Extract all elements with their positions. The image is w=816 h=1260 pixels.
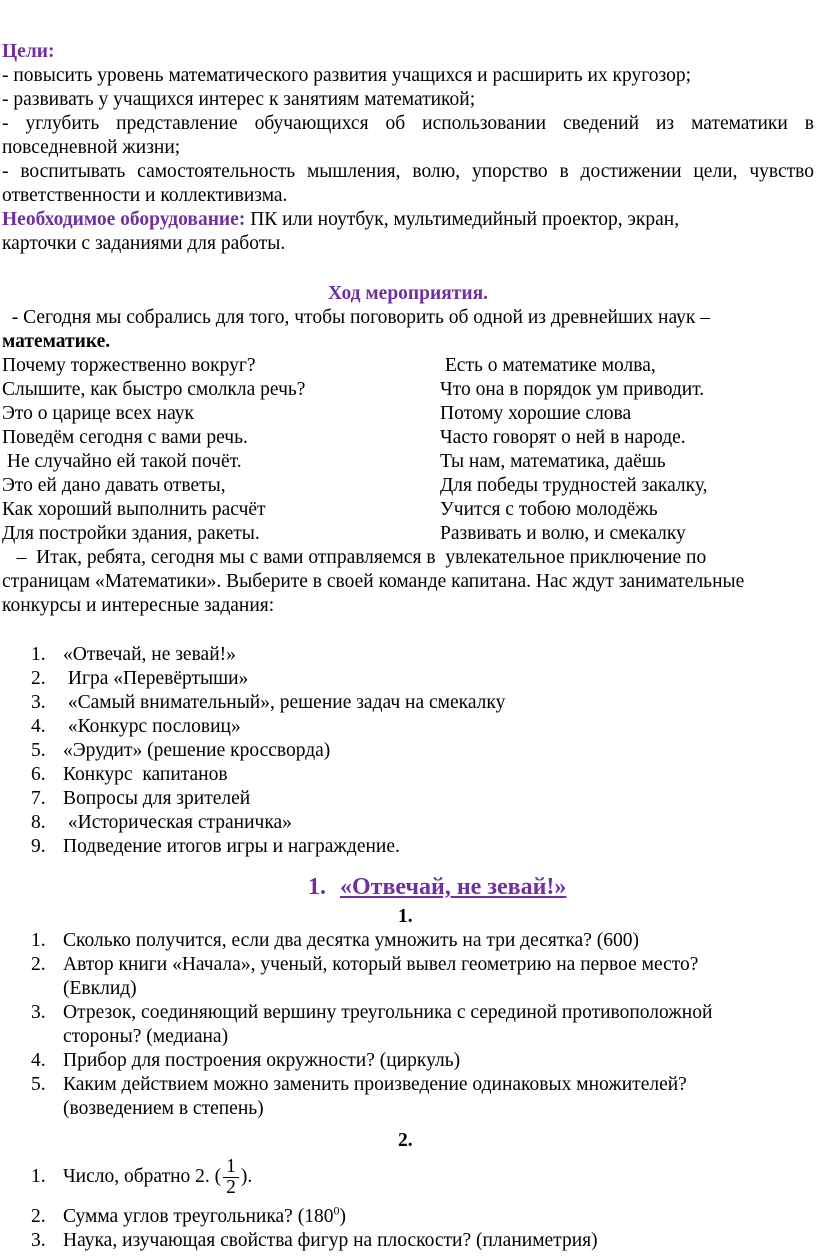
poem-left: Для постройки здания, ракеты. — [2, 523, 260, 544]
item-number: 3. — [31, 1002, 46, 1023]
poem-line — [0, 522, 816, 546]
item-text: стороны? (медиана) — [63, 1026, 229, 1047]
contest-list — [0, 643, 816, 859]
list-item — [0, 1001, 816, 1049]
item-text: «Историческая страничка» — [63, 812, 292, 833]
goal-line: - углубить представление обучающихся об использовании сведений из математики в — [2, 113, 814, 134]
item-number: 1. — [31, 644, 46, 665]
item-text: Сумма углов треугольника? (180 — [63, 1206, 334, 1227]
document-page — [0, 40, 816, 1253]
list-item — [0, 787, 816, 811]
superscript: 0 — [333, 1203, 340, 1218]
item-text: «Эрудит» (решение кроссворда) — [63, 740, 331, 761]
poem-left: Это о царице всех наук — [2, 403, 194, 424]
question-list — [0, 929, 816, 1121]
list-item — [0, 1049, 816, 1073]
goal-line: - развивать у учащихся интерес к занятиям математикой; — [2, 89, 476, 110]
item-text: Сколько получится, если два десятка умножить на три десятка? (600) — [63, 930, 639, 951]
item-text: Игра «Перевёртыши» — [63, 668, 249, 689]
equipment-line — [0, 208, 816, 232]
poem-line — [0, 450, 816, 474]
list-item — [0, 715, 816, 739]
item-text: Наука, изучающая свойства фигур на плоскости? (планиметрия) — [63, 1230, 598, 1251]
item-text: Вопросы для зрителей — [63, 788, 251, 809]
equipment-text: ПК или ноутбук, мультимедийный проектор, экран, — [245, 209, 680, 230]
equipment-heading: Необходимое оборудование: — [2, 209, 246, 230]
item-text: «Отвечай, не зевай!» — [63, 644, 236, 665]
list-item — [0, 1205, 816, 1229]
item-text: (Евклид) — [63, 978, 137, 999]
poem-line — [0, 474, 816, 498]
item-number: 5. — [31, 1074, 46, 1095]
list-item — [0, 835, 816, 859]
list-item — [0, 811, 816, 835]
goal-line: ответственности и коллективизма. — [2, 185, 288, 206]
item-number: 4. — [31, 716, 46, 737]
list-item — [0, 1229, 816, 1253]
item-number: 1. — [31, 930, 46, 951]
item-text: Прибор для построения окружности? (циркуль) — [63, 1050, 461, 1071]
event-intro-emphasis: математике. — [2, 331, 111, 352]
poem-right: Часто говорят о ней в народе. — [440, 427, 686, 448]
item-text: Автор книги «Начала», ученый, который вывел геометрию на первое место? — [63, 954, 699, 975]
item-text: ). — [240, 1166, 253, 1187]
section-title — [0, 873, 816, 905]
poem-right: Есть о математике молва, — [440, 355, 656, 376]
poem-left: Почему торжественно вокруг? — [2, 355, 256, 376]
poem-right: Ты нам, математика, даёшь — [440, 451, 666, 472]
list-item — [0, 1153, 816, 1201]
item-number: 2. — [31, 954, 46, 975]
item-number: 8. — [31, 812, 46, 833]
round-label: 1. — [398, 906, 413, 927]
question-list — [0, 1153, 816, 1253]
outro-line: конкурсы и интересные задания: — [2, 595, 275, 616]
section-heading: «Отвечай, не зевай!» — [340, 874, 567, 900]
list-item — [0, 763, 816, 787]
list-item — [0, 643, 816, 667]
poem-right: Развивать и волю, и смекалку — [440, 523, 686, 544]
item-number: 2. — [31, 668, 46, 689]
outro-line: страницам «Математики». Выберите в своей команде капитана. Нас ждут занимательные — [2, 571, 745, 592]
item-number: 7. — [31, 788, 46, 809]
item-text: Отрезок, соединяющий вершину треугольника с серединой противоположной — [63, 1002, 713, 1023]
poem-left: Слышите, как быстро смолкла речь? — [2, 379, 306, 400]
section-number: 1. — [308, 874, 326, 900]
list-item — [0, 929, 816, 953]
goal-line: повседневной жизни; — [2, 137, 181, 158]
equipment-text-2: карточки с заданиями для работы. — [2, 233, 286, 254]
poem-line — [0, 498, 816, 522]
fraction — [223, 1157, 239, 1198]
item-number: 2. — [31, 1206, 46, 1227]
item-text: «Конкурс пословиц» — [63, 716, 241, 737]
poem-left: Это ей дано давать ответы, — [2, 475, 226, 496]
list-item — [0, 667, 816, 691]
item-text: «Самый внимательный», решение задач на смекалку — [63, 692, 506, 713]
item-number: 9. — [31, 836, 46, 857]
event-intro: - Сегодня мы собрались для того, чтобы поговорить об одной из древнейших наук – — [2, 307, 710, 328]
item-number: 6. — [31, 764, 46, 785]
item-text: ) — [339, 1206, 346, 1227]
poem-right: Что она в порядок ум приводит. — [440, 379, 705, 400]
list-item — [0, 691, 816, 715]
fraction-denominator: 2 — [226, 1177, 236, 1199]
item-number: 1. — [31, 1166, 46, 1187]
item-text: (возведением в степень) — [63, 1098, 264, 1119]
item-text: Конкурс капитанов — [63, 764, 228, 785]
poem-right: Учится с тобою молодёжь — [440, 499, 658, 520]
goal-line: - воспитывать самостоятельность мышления, волю, упорство в достижении цели, чувство — [2, 161, 814, 182]
poem-line — [0, 378, 816, 402]
item-number: 3. — [31, 1230, 46, 1251]
poem-right: Потому хорошие слова — [440, 403, 632, 424]
item-number: 3. — [31, 692, 46, 713]
outro-line: – Итак, ребята, сегодня мы с вами отправляемся в увлекательное приключение по — [2, 547, 707, 568]
poem-right: Для победы трудностей закалку, — [440, 475, 708, 496]
item-number: 4. — [31, 1050, 46, 1071]
list-item — [0, 739, 816, 763]
poem-line — [0, 354, 816, 378]
item-text: Число, обратно 2. ( — [63, 1166, 222, 1187]
fraction-numerator: 1 — [223, 1157, 239, 1178]
poem-left: Поведём сегодня с вами речь. — [2, 427, 248, 448]
list-item — [0, 1073, 816, 1121]
goal-line: - повысить уровень математического развития учащихся и расширить их кругозор; — [2, 65, 692, 86]
goals-heading: Цели: — [2, 41, 55, 62]
poem-left: Не случайно ей такой почёт. — [2, 451, 242, 472]
poem-left: Как хороший выполнить расчёт — [2, 499, 266, 520]
poem-line — [0, 426, 816, 450]
item-text: Подведение итогов игры и награждение. — [63, 836, 400, 857]
round-label: 2. — [398, 1130, 413, 1151]
event-heading: Ход мероприятия. — [327, 283, 489, 304]
item-text: Каким действием можно заменить произведение одинаковых множителей? — [63, 1074, 687, 1095]
poem-line — [0, 402, 816, 426]
list-item — [0, 953, 816, 1001]
item-number: 5. — [31, 740, 46, 761]
poem — [0, 354, 816, 546]
